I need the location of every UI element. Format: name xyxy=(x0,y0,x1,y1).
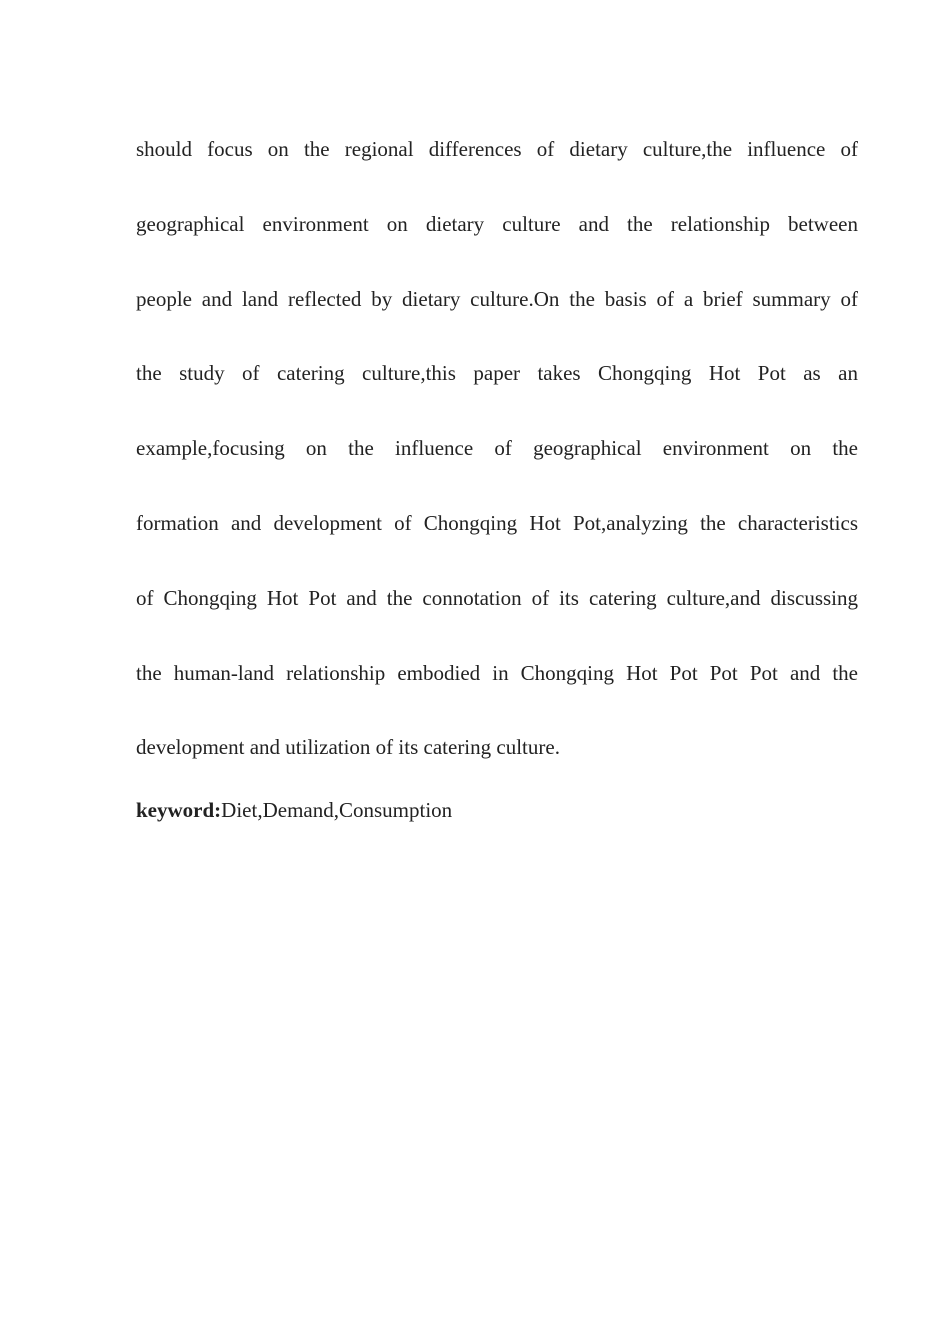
keywords-value: Diet,Demand,Consumption xyxy=(221,798,453,822)
abstract-paragraph xyxy=(136,112,858,785)
abstract-line-3: people and land reflected by dietary culture.On the basis of a brief summary of xyxy=(136,286,858,311)
abstract-line-6: formation and development of Chongqing Hot Pot,analyzing the characteristics xyxy=(136,510,858,535)
keywords-line xyxy=(136,794,858,826)
abstract-line-5: example,focusing on the influence of geographical environment on the xyxy=(136,436,858,461)
abstract-line-4: the study of catering culture,this paper takes Chongqing Hot Pot as an xyxy=(136,361,858,386)
abstract-line-7: of Chongqing Hot Pot and the connotation of its catering culture,and discussing xyxy=(136,585,858,610)
abstract-line-9: development and utilization of its catering culture. xyxy=(136,735,560,760)
abstract-line-1: should focus on the regional differences of dietary culture,the influence of xyxy=(136,137,858,161)
abstract-line-8: the human-land relationship embodied in Chongqing Hot Pot Pot Pot and the xyxy=(136,660,858,685)
abstract-line-2: geographical environment on dietary culture and the relationship between xyxy=(136,211,858,236)
keywords-label: keyword: xyxy=(136,798,222,822)
